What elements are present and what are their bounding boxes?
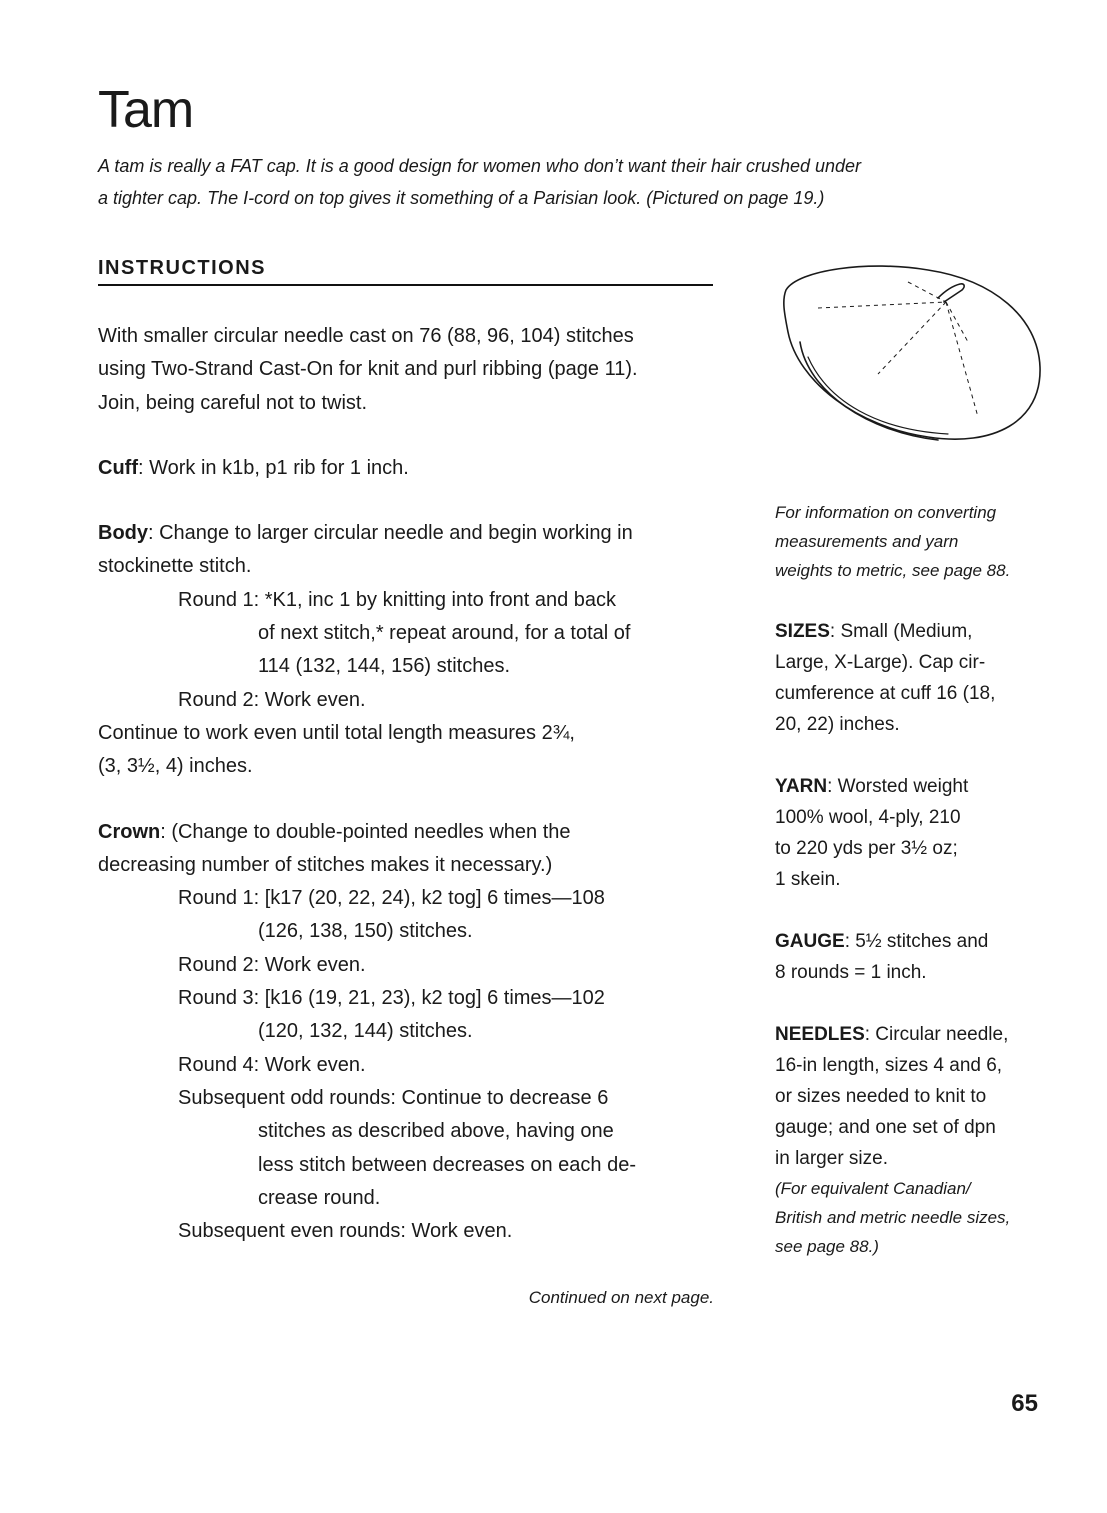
needles-text: : Circular needle, (864, 1024, 1009, 1045)
page-title: Tam (98, 81, 194, 139)
crown-round-3-cont: (120, 132, 144) stitches. (258, 1020, 473, 1043)
intro-paragraph (98, 150, 978, 214)
yarn-line: 100% wool, 4-ply, 210 (775, 807, 961, 828)
continued-note: Continued on next page. (528, 1288, 714, 1307)
crown-label: Crown (98, 820, 161, 843)
sizes-label: SIZES (775, 621, 830, 642)
body-round-2: Round 2: Work even. (178, 688, 366, 711)
yarn-line: to 220 yds per 3½ oz; (775, 838, 958, 859)
tam-hat-illustration-icon (778, 262, 1048, 452)
crown-odd-rounds-cont: stitches as described above, having one (258, 1120, 614, 1143)
crown-odd-rounds-cont: less stitch between decreases on each de- (258, 1153, 636, 1176)
yarn-text: : Worsted weight (827, 776, 969, 797)
sizes-line: cumference at cuff 16 (18, (775, 683, 996, 704)
body-label: Body (98, 522, 148, 545)
needles-line: 16-in length, sizes 4 and 6, (775, 1055, 1003, 1076)
crown-round-3: Round 3: [k16 (19, 21, 23), k2 tog] 6 times—102 (178, 987, 605, 1010)
needle-note-line: British and metric needle sizes, (775, 1208, 1011, 1227)
body-paragraph (98, 517, 738, 550)
sizes-text: : Small (Medium, (829, 621, 973, 642)
yarn-line (775, 771, 1065, 802)
cast-on-line: With smaller circular needle cast on 76 (88, 96, 104) stitches (98, 325, 634, 347)
needles-line: or sizes needed to knit to (775, 1086, 987, 1107)
sizes-line: Large, X-Large). Cap cir- (775, 652, 986, 673)
sizes-line: 20, 22) inches. (775, 714, 900, 735)
body-text: : Change to larger circular needle and begin working in (148, 522, 633, 545)
crown-even-rounds: Subsequent even rounds: Work even. (178, 1220, 513, 1243)
crown-round-1-cont: (126, 138, 150) stitches. (258, 920, 473, 943)
needles-label: NEEDLES (775, 1024, 865, 1045)
crown-odd-rounds: Subsequent odd rounds: Continue to decrease 6 (178, 1086, 609, 1109)
needle-note-line: see page 88.) (775, 1237, 879, 1256)
body-round-1-cont: of next stitch,* repeat around, for a total of (258, 622, 631, 645)
yarn-label: YARN (775, 776, 828, 797)
needles-line: in larger size. (775, 1148, 888, 1169)
needles-line: gauge; and one set of dpn (775, 1117, 996, 1138)
cuff-paragraph (98, 452, 738, 485)
cuff-label: Cuff (98, 456, 138, 479)
crown-text: : (Change to double-pointed needles when the (160, 820, 571, 843)
crown-paragraph (98, 816, 738, 849)
metric-note-line: weights to metric, see page 88. (775, 561, 1011, 580)
page-number: 65 (1011, 1390, 1038, 1417)
yarn-line: 1 skein. (775, 869, 841, 890)
metric-note-line: measurements and yarn (775, 532, 959, 551)
crown-round-2: Round 2: Work even. (178, 953, 366, 976)
needle-note-line: (For equivalent Canadian/ (775, 1179, 971, 1198)
sizes-line (775, 616, 1065, 647)
gauge-line: 8 rounds = 1 inch. (775, 962, 927, 983)
section-heading-instructions: INSTRUCTIONS (98, 256, 713, 286)
metric-note-line: For information on converting (775, 503, 997, 522)
instructions-body (98, 320, 738, 1248)
crown-odd-rounds-cont: crease round. (258, 1186, 381, 1209)
body-round-1: Round 1: *K1, inc 1 by knitting into front and back (178, 588, 617, 611)
cast-on-line: Join, being careful not to twist. (98, 391, 368, 414)
sidebar (775, 498, 1065, 1261)
gauge-line (775, 926, 1065, 957)
crown-text-line: decreasing number of stitches makes it necessary.) (98, 853, 553, 876)
body-continue-line: Continue to work even until total length measures 2¾, (98, 721, 575, 744)
body-text-line: stockinette stitch. (98, 555, 252, 578)
intro-line: A tam is really a FAT cap. It is a good design for women who don’t want their hair crushed under (98, 156, 862, 176)
body-round-1-cont: 114 (132, 144, 156) stitches. (258, 655, 511, 678)
crown-round-1: Round 1: [k17 (20, 22, 24), k2 tog] 6 times—108 (178, 887, 605, 910)
gauge-text: : 5½ stitches and (844, 931, 989, 952)
cast-on-line: using Two-Strand Cast-On for knit and purl ribbing (page 11). (98, 358, 638, 381)
cuff-text: : Work in k1b, p1 rib for 1 inch. (137, 456, 409, 479)
intro-line: a tighter cap. The I-cord on top gives it something of a Parisian look. (Pictured on page 19.) (98, 188, 825, 208)
needles-line (775, 1019, 1065, 1050)
crown-round-4: Round 4: Work even. (178, 1053, 366, 1076)
body-continue-line: (3, 3½, 4) inches. (98, 755, 253, 778)
gauge-label: GAUGE (775, 931, 845, 952)
